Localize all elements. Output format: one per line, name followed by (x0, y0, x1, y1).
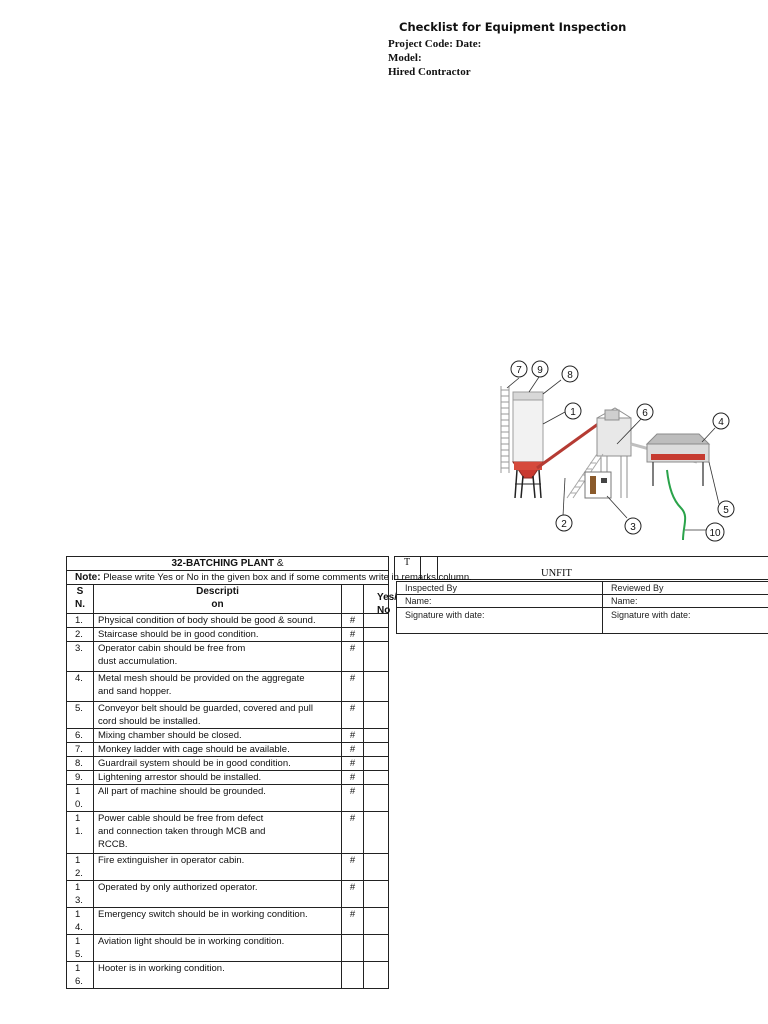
table-row (67, 785, 389, 812)
yes-no-cell[interactable]: # (342, 908, 364, 935)
table-row (67, 628, 389, 642)
callout-10 (706, 523, 724, 541)
column-header-sn: S N. (67, 585, 94, 614)
row-description: Power cable should be free from defect and connection taken through MCB and RCCB. (94, 812, 342, 854)
table-row (67, 614, 389, 628)
table-row (67, 743, 389, 757)
callout-8 (562, 366, 578, 382)
row-description: Staircase should be in good condition. (94, 628, 342, 642)
remarks-cell[interactable] (364, 642, 389, 672)
inspector-name-field[interactable]: Name: (397, 595, 603, 608)
column-header-mark (342, 585, 364, 614)
callout-7 (511, 361, 527, 377)
yes-no-cell[interactable]: # (342, 757, 364, 771)
yes-no-header: Yes/ No (377, 592, 398, 616)
callout-7-label: 7 (516, 365, 522, 376)
aggregate-bins (631, 434, 709, 486)
callout-2 (556, 515, 572, 531)
row-description: Hooter is in working condition. (94, 962, 342, 989)
inspection-table (396, 581, 768, 634)
row-number: 2. (67, 628, 94, 642)
remarks-cell[interactable] (364, 729, 389, 743)
table-row (67, 962, 389, 989)
callout-2-label: 2 (561, 519, 567, 530)
table-row (67, 771, 389, 785)
row-description: Operator cabin should be free from dust accumulation. (94, 642, 342, 672)
yes-no-cell[interactable] (342, 962, 364, 989)
row-description: Emergency switch should be in working condition. (94, 908, 342, 935)
row-description: Aviation light should be in working condition. (94, 935, 342, 962)
yes-no-cell[interactable]: # (342, 672, 364, 702)
row-description: Fire extinguisher in operator cabin. (94, 854, 342, 881)
remarks-cell[interactable] (364, 785, 389, 812)
row-number: 3. (67, 642, 94, 672)
batching-plant-illustration (497, 358, 737, 546)
remarks-cell[interactable] (364, 812, 389, 854)
hired-contractor-line: Hired Contractor (388, 66, 471, 78)
table-row (67, 642, 389, 672)
operator-cabin (585, 472, 611, 498)
table-row (67, 854, 389, 881)
row-number: 7. (67, 743, 94, 757)
row-description: Monkey ladder with cage should be available. (94, 743, 342, 757)
callout-4-label: 4 (718, 417, 724, 428)
callout-1-label: 1 (570, 407, 576, 418)
table-row (67, 702, 389, 729)
callout-5-label: 5 (723, 505, 729, 516)
callout-6-label: 6 (642, 408, 648, 419)
yes-no-cell[interactable]: # (342, 628, 364, 642)
remarks-cell[interactable] (364, 743, 389, 757)
reviewer-name-field[interactable]: Name: (603, 595, 768, 608)
table-row (67, 757, 389, 771)
row-number: 6. (67, 729, 94, 743)
document-title: Checklist for Equipment Inspection (399, 20, 627, 34)
row-description: Guardrail system should be in good condition. (94, 757, 342, 771)
column-header-row (67, 585, 389, 614)
power-cable (667, 470, 685, 540)
remarks-cell[interactable] (364, 628, 389, 642)
remarks-cell[interactable] (364, 702, 389, 729)
table-row (67, 729, 389, 743)
remarks-cell[interactable] (364, 935, 389, 962)
callout-6 (637, 404, 653, 420)
callout-4 (713, 413, 729, 429)
callout-1 (565, 403, 581, 419)
remarks-cell[interactable] (364, 771, 389, 785)
table-row (67, 908, 389, 935)
note-label: Note: (75, 572, 101, 583)
table-row (67, 935, 389, 962)
row-description: Operated by only authorized operator. (94, 881, 342, 908)
yes-no-cell[interactable]: # (342, 812, 364, 854)
inspector-signature-field[interactable]: Signature with date: (397, 608, 603, 634)
row-number: 1 4. (67, 908, 94, 935)
yes-no-cell[interactable]: # (342, 702, 364, 729)
note-row (67, 571, 389, 585)
remarks-cell[interactable] (364, 672, 389, 702)
row-number: 1 6. (67, 962, 94, 989)
inspection-name-row (397, 595, 768, 608)
callout-3-label: 3 (630, 522, 636, 533)
status-t-letter: T (404, 557, 411, 568)
callout-5 (718, 501, 734, 517)
row-description: Conveyor belt should be guarded, covered and pull cord should be installed. (94, 702, 342, 729)
note-text: Please write Yes or No in the given box and if some comments write in remarks column. (103, 572, 472, 583)
inspected-by-label: Inspected By (397, 582, 603, 595)
remarks-cell[interactable] (364, 854, 389, 881)
table-row (67, 672, 389, 702)
row-number: 1 2. (67, 854, 94, 881)
project-code-line: Project Code: Date: (388, 38, 482, 50)
checklist-title: 32-BATCHING PLANT (171, 558, 275, 569)
table-row (67, 812, 389, 854)
row-number: 8. (67, 757, 94, 771)
model-line: Model: (388, 52, 422, 64)
ladder (501, 386, 509, 473)
row-description: Mixing chamber should be closed. (94, 729, 342, 743)
row-description: Metal mesh should be provided on the aggregate and sand hopper. (94, 672, 342, 702)
remarks-cell[interactable] (364, 881, 389, 908)
remarks-cell[interactable] (364, 962, 389, 989)
yes-no-cell[interactable]: # (342, 642, 364, 672)
row-description: Physical condition of body should be good & sound. (94, 614, 342, 628)
callout-3 (625, 518, 641, 534)
yes-no-cell[interactable]: # (342, 743, 364, 757)
callout-9-label: 9 (537, 365, 543, 376)
remarks-cell[interactable] (364, 757, 389, 771)
row-number: 1 5. (67, 935, 94, 962)
row-description: All part of machine should be grounded. (94, 785, 342, 812)
silo (513, 392, 543, 498)
remarks-cell[interactable] (364, 908, 389, 935)
row-number: 9. (67, 771, 94, 785)
column-header-description: Descripti on (94, 585, 342, 614)
unfit-label: UNFIT (541, 568, 572, 579)
reviewed-by-label: Reviewed By (603, 582, 768, 595)
callout-10-label: 10 (709, 528, 721, 539)
row-number: 5. (67, 702, 94, 729)
row-number: 1 1. (67, 812, 94, 854)
yes-no-cell[interactable]: # (342, 854, 364, 881)
reviewer-signature-field[interactable]: Signature with date: (603, 608, 768, 634)
callout-9 (532, 361, 548, 377)
yes-no-cell[interactable]: # (342, 614, 364, 628)
yes-no-cell[interactable]: # (342, 771, 364, 785)
callout-8-label: 8 (567, 370, 573, 381)
row-number: 1 0. (67, 785, 94, 812)
table-row (67, 881, 389, 908)
checklist-title-row (67, 557, 389, 571)
row-description: Lightening arrestor should be installed. (94, 771, 342, 785)
yes-no-cell[interactable] (342, 935, 364, 962)
inspection-signature-row (397, 608, 768, 634)
yes-no-cell[interactable]: # (342, 729, 364, 743)
yes-no-cell[interactable]: # (342, 881, 364, 908)
row-number: 1. (67, 614, 94, 628)
row-number: 4. (67, 672, 94, 702)
row-number: 1 3. (67, 881, 94, 908)
inspection-header-row (397, 582, 768, 595)
checklist-title-suffix: & (276, 558, 284, 569)
yes-no-cell[interactable]: # (342, 785, 364, 812)
